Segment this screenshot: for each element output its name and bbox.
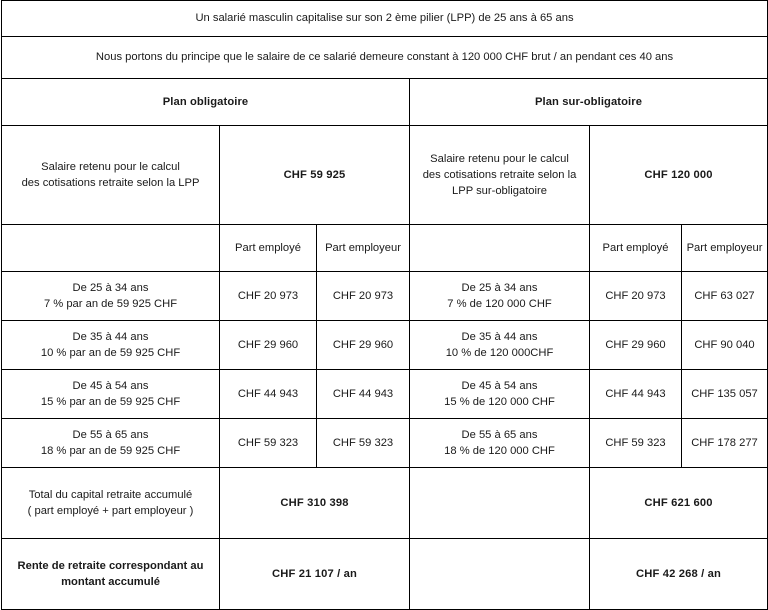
rate-right: 7 % de 120 000 CHF: [447, 298, 552, 310]
label-total-capital-line-2: ( part employé + part employeur ): [27, 505, 194, 517]
value-employe-right: CHF 44 943: [590, 370, 682, 419]
value-employeur-right: CHF 178 277: [682, 419, 768, 468]
spacer-cell-right: [410, 225, 590, 272]
label-salary-left: [2, 126, 220, 225]
spacer-cell-left: [2, 225, 220, 272]
label-age-left: [2, 419, 220, 468]
value-employe-left: CHF 59 323: [220, 419, 317, 468]
rate-right: 18 % de 120 000 CHF: [444, 445, 555, 457]
label-salary-left-line-2: des cotisations retraite selon la LPP: [21, 177, 200, 189]
header-part-employeur-right: Part employeur: [682, 225, 768, 272]
value-total-capital-obligatoire: CHF 310 398: [220, 468, 410, 539]
value-employe-right: CHF 59 323: [590, 419, 682, 468]
spacer-cell-rente-right: [410, 539, 590, 610]
label-salary-left-line-1: Salaire retenu pour le calcul: [41, 160, 180, 173]
value-salary-sur-obligatoire: CHF 120 000: [590, 126, 768, 225]
value-employeur-left: CHF 29 960: [317, 321, 410, 370]
rate-left: 10 % par an de 59 925 CHF: [40, 347, 181, 359]
lpp-comparison-table: [1, 0, 768, 610]
table-row-age-bracket: [2, 370, 768, 419]
table-row-age-bracket: [2, 321, 768, 370]
value-employeur-right: CHF 63 027: [682, 272, 768, 321]
value-employeur-left: CHF 59 323: [317, 419, 410, 468]
table-row-total-capital: [2, 468, 768, 539]
label-age-left: [2, 272, 220, 321]
value-employe-left: CHF 44 943: [220, 370, 317, 419]
age-range-right: De 55 à 65 ans: [461, 428, 538, 441]
age-range-right: De 45 à 54 ans: [461, 379, 538, 392]
value-employeur-right: CHF 90 040: [682, 321, 768, 370]
value-employe-left: CHF 29 960: [220, 321, 317, 370]
rate-left: 15 % par an de 59 925 CHF: [40, 396, 181, 408]
age-range-left: De 45 à 54 ans: [72, 379, 149, 392]
rate-left: 7 % par an de 59 925 CHF: [43, 298, 178, 310]
table-row-salary-retained: [2, 126, 768, 225]
value-total-capital-sur-obligatoire: CHF 621 600: [590, 468, 768, 539]
label-age-left: [2, 370, 220, 419]
table-row-part-headers: [2, 225, 768, 272]
label-total-capital: [2, 468, 220, 539]
rate-right: 10 % de 120 000CHF: [445, 347, 554, 359]
label-age-right: [410, 370, 590, 419]
label-rente: [2, 539, 220, 610]
header-part-employeur-left: Part employeur: [317, 225, 410, 272]
age-range-right: De 25 à 34 ans: [461, 281, 538, 294]
label-age-right: [410, 272, 590, 321]
value-employe-right: CHF 29 960: [590, 321, 682, 370]
table-row-age-bracket: [2, 419, 768, 468]
label-salary-right: [410, 126, 590, 225]
rate-left: 18 % par an de 59 925 CHF: [40, 445, 181, 457]
header-part-employe-right: Part employé: [590, 225, 682, 272]
value-rente-sur-obligatoire: CHF 42 268 / an: [590, 539, 768, 610]
age-range-left: De 25 à 34 ans: [72, 281, 149, 294]
value-employe-left: CHF 20 973: [220, 272, 317, 321]
table-row-plan-headers: [2, 79, 768, 126]
label-rente-line-1: Rente de retraite correspondant au: [17, 559, 204, 572]
table-row-rente: [2, 539, 768, 610]
value-employe-right: CHF 20 973: [590, 272, 682, 321]
intro-statement-1: Un salarié masculin capitalise sur son 2 ème pilier (LPP) de 25 ans à 65 ans: [2, 1, 768, 37]
label-age-left: [2, 321, 220, 370]
spacer-cell-total-right: [410, 468, 590, 539]
value-employeur-left: CHF 44 943: [317, 370, 410, 419]
value-rente-obligatoire: CHF 21 107 / an: [220, 539, 410, 610]
age-range-left: De 55 à 65 ans: [72, 428, 149, 441]
header-plan-obligatoire: Plan obligatoire: [2, 79, 410, 126]
label-age-right: [410, 321, 590, 370]
header-part-employe-left: Part employé: [220, 225, 317, 272]
age-range-left: De 35 à 44 ans: [72, 330, 149, 343]
value-salary-obligatoire: CHF 59 925: [220, 126, 410, 225]
label-salary-right-line-2: des cotisations retraite selon la: [422, 168, 577, 181]
value-employeur-right: CHF 135 057: [682, 370, 768, 419]
label-total-capital-line-1: Total du capital retraite accumulé: [28, 488, 193, 501]
age-range-right: De 35 à 44 ans: [461, 330, 538, 343]
table-row-title-1: [2, 1, 768, 37]
label-salary-right-line-3: LPP sur-obligatoire: [452, 185, 547, 198]
intro-statement-2: Nous portons du principe que le salaire de ce salarié demeure constant à 120 000 CHF brut / an pendant ces 40 ans: [2, 37, 768, 79]
table-row-age-bracket: [2, 272, 768, 321]
value-employeur-left: CHF 20 973: [317, 272, 410, 321]
rate-right: 15 % de 120 000 CHF: [444, 396, 555, 408]
label-age-right: [410, 419, 590, 468]
label-rente-line-2: montant accumulé: [61, 576, 160, 588]
table-row-title-2: [2, 37, 768, 79]
header-plan-sur-obligatoire: Plan sur-obligatoire: [410, 79, 768, 126]
label-salary-right-line-1: Salaire retenu pour le calcul: [430, 152, 569, 165]
